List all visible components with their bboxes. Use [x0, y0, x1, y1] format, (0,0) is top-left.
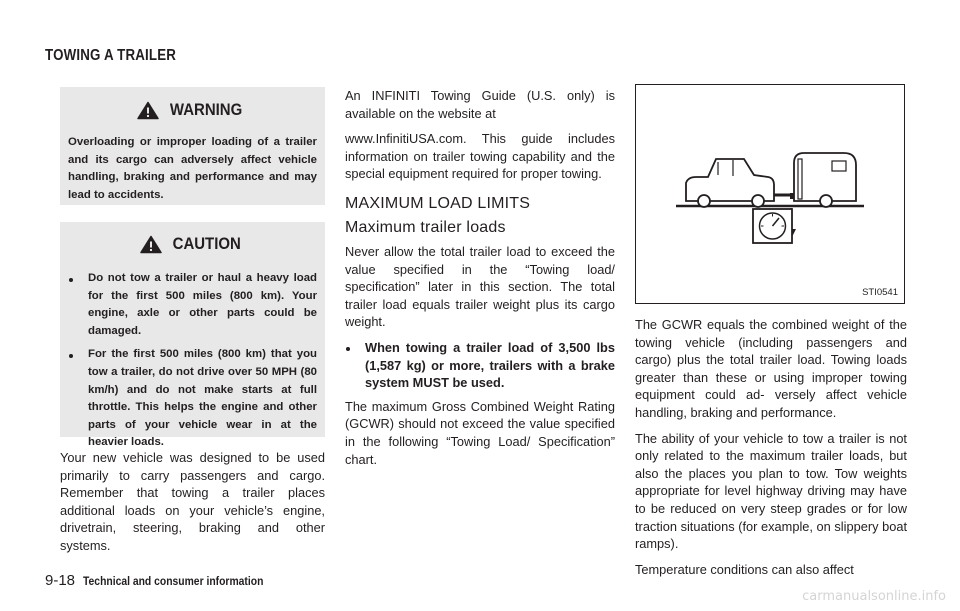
caution-list: [68, 270, 317, 452]
trailer-wheel-icon: [820, 195, 832, 207]
intro-paragraph: Your new vehicle was designed to be used primarily to carry passengers and cargo. Remember that towing a trailer places additional loads on your vehicle’s engine, drivetrain, steering, braking and other systems.: [60, 450, 325, 553]
trailer-icon: [794, 153, 856, 201]
warning-triangle-icon: [137, 101, 159, 120]
caution-label: CAUTION: [172, 234, 241, 253]
towing-illustration: [635, 84, 905, 304]
scale-icon: [753, 209, 792, 243]
page-number: 9-18: [45, 572, 76, 589]
watermark: carmanualsonline.info: [802, 589, 946, 604]
section-heading: MAXIMUM LOAD LIMITS: [345, 194, 531, 212]
car-trailer-scale-diagram: [636, 85, 904, 303]
caution-item: For the first 500 miles (800 km) that you tow a trailer, do not drive over 50 MPH (80 km/h) and do not make starts at full throttle. This helps the engine and other parts of your vehicle wear in at the heavier loads.: [68, 346, 317, 452]
caution-item: Do not tow a trailer or haul a heavy load for the first 500 miles (800 km). Your engine, axle or other parts could be damaged.: [68, 270, 317, 340]
caution-box: [60, 222, 325, 449]
middle-column: [345, 87, 615, 476]
warning-text: Overloading or improper loading of a trailer and its cargo can adversely affect vehicle handling, braking and performance and may lead to accidents.: [68, 136, 317, 201]
figure-id: STI0541: [862, 287, 898, 298]
page-footer: [45, 572, 283, 589]
gcwr-paragraph: The maximum Gross Combined Weight Rating (GCWR) should not exceed the value specified in the following “Towing Load/ Specification” chart.: [345, 398, 615, 467]
warning-label: WARNING: [170, 100, 243, 119]
gcwr-definition-paragraph: The GCWR equals the combined weight of the towing vehicle (including passengers and cargo) plus the total trailer load. Towing loads greater than these or using improper towing equipment could ad- versely affect vehicle handling, braking and performance.: [635, 317, 907, 420]
tow-ability-paragraph: The ability of your vehicle to tow a trailer is not only related to the maximum trailer loads, but also the places you plan to tow. Tow weights appropriate for level highway driving may have to be reduced on very steep grades or for low traction situations (for example, on slippery boat ramps).: [635, 430, 907, 552]
warning-box: [60, 87, 325, 205]
right-column: [635, 316, 907, 586]
car-wheel-icon: [752, 195, 764, 207]
caution-title: [68, 234, 317, 254]
section-name: Technical and consumer information: [83, 576, 264, 588]
temperature-paragraph: Temperature conditions can also affect: [635, 561, 854, 577]
towing-guide-paragraph: An INFINITI Towing Guide (U.S. only) is available on the website at: [345, 88, 615, 121]
subsection-heading: Maximum trailer loads: [345, 218, 506, 236]
page-title: TOWING A TRAILER: [45, 47, 177, 64]
car-wheel-icon: [698, 195, 710, 207]
warning-title: [68, 100, 317, 120]
trailer-load-paragraph: Never allow the total trailer load to exceed the value specified in the “Towing load/ specification” later in this section. The total trailer load equals trailer weight plus its cargo weight.: [345, 243, 615, 330]
brake-requirement-bullet: When towing a trailer load of 3,500 lbs (1,587 kg) or more, trailers with a brake system MUST be used.: [345, 339, 615, 392]
caution-triangle-icon: [140, 235, 162, 254]
website-paragraph: www.InfinitiUSA.com. This guide includes information on trailer towing capability and the special equipment required for proper towing.: [345, 131, 615, 182]
